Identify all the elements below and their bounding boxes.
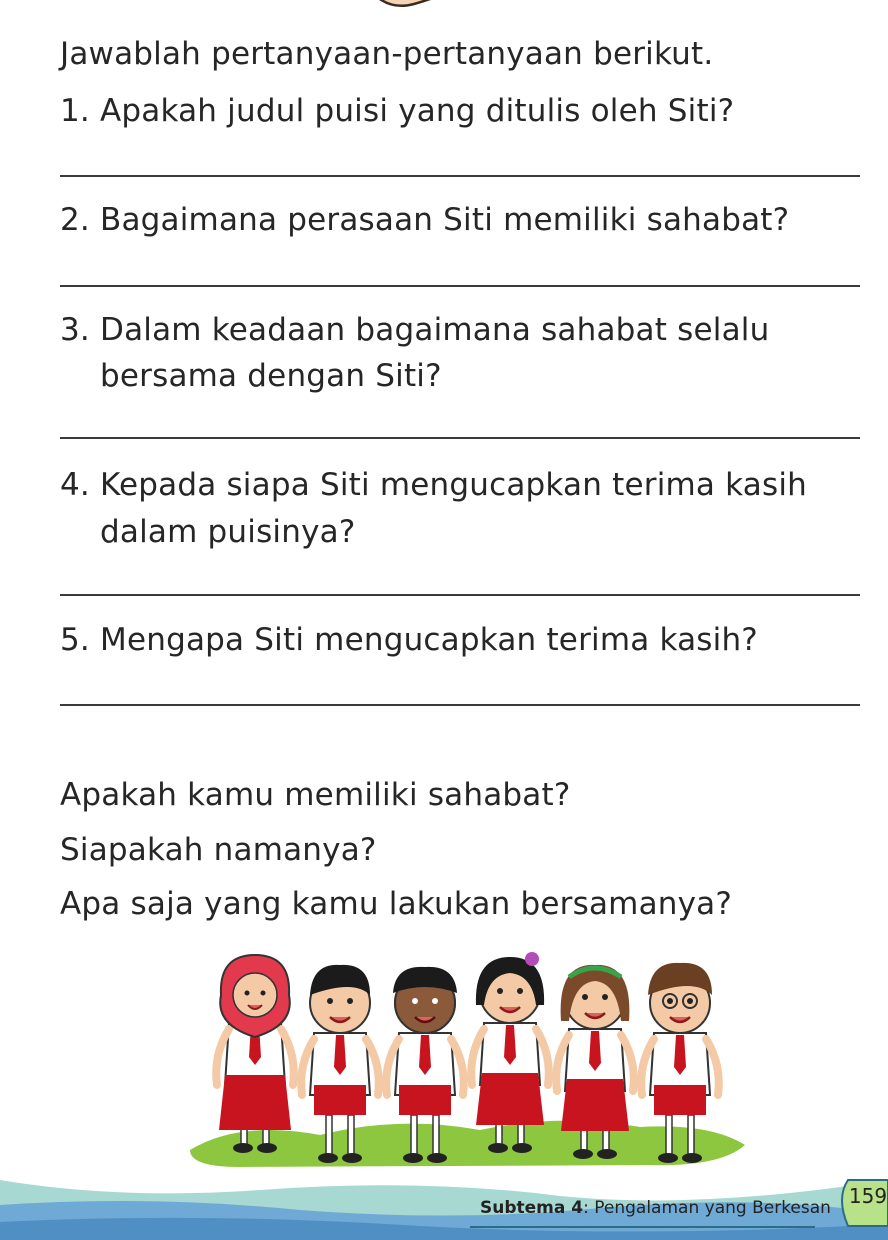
students-illustration (180, 945, 760, 1175)
instruction-text: Jawablah pertanyaan-pertanyaan berikut. (60, 36, 714, 72)
answer-line-3[interactable] (60, 437, 860, 439)
question-number: 4. (60, 467, 90, 503)
question-number: 3. (60, 312, 90, 348)
question-number: 2. (60, 202, 90, 238)
question-3 (60, 310, 769, 350)
question-1 (60, 91, 734, 131)
page-number: 159 (848, 1184, 888, 1208)
reflection-question-2: Siapakah namanya? (60, 832, 377, 868)
answer-line-1[interactable] (60, 175, 860, 177)
question-2 (60, 200, 789, 240)
reflection-question-3: Apa saja yang kamu lakukan bersamanya? (60, 886, 733, 922)
question-3-continuation: bersama dengan Siti? (100, 358, 442, 394)
hand-illustration (372, 0, 442, 14)
footer-wave (0, 1150, 888, 1240)
reflection-question-1: Apakah kamu memiliki sahabat? (60, 777, 571, 813)
answer-line-4[interactable] (60, 594, 860, 596)
question-4 (60, 465, 807, 505)
question-text: Apakah judul puisi yang ditulis oleh Siti? (100, 93, 735, 129)
answer-line-2[interactable] (60, 285, 860, 287)
question-text: Dalam keadaan bagaimana sahabat selalu (100, 312, 770, 348)
question-text: Kepada siapa Siti mengucapkan terima kasih (100, 467, 807, 503)
question-4-continuation: dalam puisinya? (100, 514, 356, 550)
question-number: 1. (60, 93, 90, 129)
footer-subtema: Subtema 4: Pengalaman yang Berkesan (480, 1198, 831, 1218)
question-number: 5. (60, 622, 90, 658)
question-5 (60, 620, 758, 660)
answer-line-5[interactable] (60, 704, 860, 706)
question-text: Mengapa Siti mengucapkan terima kasih? (100, 622, 758, 658)
question-text: Bagaimana perasaan Siti memiliki sahabat? (100, 202, 790, 238)
